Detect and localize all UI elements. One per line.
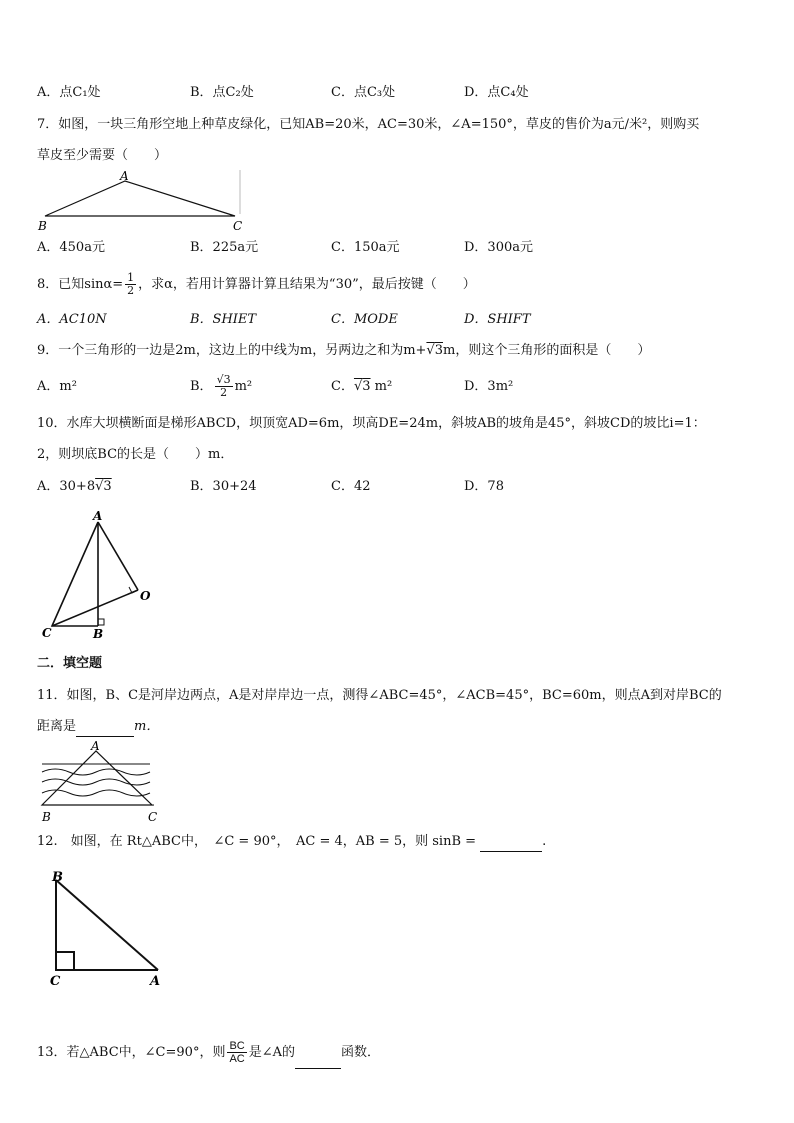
q8-option-d: D．SHIFT [464,312,531,327]
q8-stem [37,272,476,298]
q8-option-a: A．AC10N [37,312,107,327]
q12-label-c: C [50,974,61,989]
q10-label-a: A [93,509,103,523]
q7-label-b: B [38,219,47,233]
q6-option-c: C．点C₃处 [331,85,396,100]
q10-triangle-figure [38,506,168,644]
q10-label-c: C [42,626,52,640]
q7-stem-line2: 草皮至少需要（ ） [37,148,168,163]
q10-option-d: D．78 [464,479,504,494]
q11-stem-line2: 距离是 m． [37,718,159,737]
q7-option-c: C．150a元 [331,240,400,255]
q7-label-c: C [233,219,243,233]
q10-option-c: C．42 [331,479,371,494]
q9-option-a: A．m² [37,379,77,394]
q7-option-a: A．450a元 [37,240,105,255]
q11-river-figure [36,738,160,824]
q12-right-triangle-figure [40,866,170,990]
q10-stem-line1: 10．水库大坝横断面是梯形ABCD，坝顶宽AD=6m，坝高DE=24m，斜坡AB的坡角是45°，斜坡CD的坡比i=1： [37,416,706,431]
q12-stem: 12. 如图，在 Rt△ABC中， ∠C = 90°， AC = 4，AB = 5，则 sinB = . [37,833,546,852]
q8-prefix: 8．已知sinα= [37,277,124,292]
q10-option-b: B．30+24 [190,479,257,494]
q11-label-a: A [91,739,100,753]
q10-label-b: B [93,627,104,641]
q7-triangle-figure [30,168,250,234]
q12-label-a: A [150,974,161,989]
q13-stem: 13．若△ABC中，∠C=90°，则 $\frac{BC}{AC}$ 是∠A的 函数． [37,1038,380,1069]
q10-option-a: A．30+8√3 [37,479,112,494]
q11-label-c: C [148,810,158,824]
q10-stem-line2: 2，则坝底BC的长是（ ）m． [37,447,234,462]
q12-label-b: B [52,870,63,885]
section-2-heading: 二．填空题 [37,656,103,671]
q7-stem-line1: 7．如图，一块三角形空地上种草皮绿化，已知AB=20米，AC=30米，∠A=150°，草皮的售价为a元/米²，则购买 [37,117,700,132]
q10-label-o: O [140,589,151,603]
q11-label-b: B [42,810,51,824]
q11-stem-line1: 11．如图，B、C是河岸边两点，A是对岸岸边一点，测得∠ABC=45°，∠ACB=45°，BC=60m，则点A到对岸BC的 [37,688,722,703]
q9-stem: 9．一个三角形的一边是2m，这边上的中线为m，另两边之和为m+√3m，则这个三角形的面积是（ ） [37,343,651,358]
q6-option-a: A．点C₁处 [37,85,101,100]
q6-option-d: D．点C₄处 [464,85,529,100]
q8-fraction: $\frac{1}{2}$ [127,271,135,297]
q8-option-c: C．MODE [331,312,398,327]
q8-option-b: B．SHIET [190,312,257,327]
q6-option-b: B．点C₂处 [190,85,254,100]
q9-option-c: C．√3 m² [331,379,393,394]
q8-suffix: ，求α，若用计算器计算且结果为“30”，最后按键（ ） [138,277,476,292]
q9-option-d: D．3m² [464,379,514,394]
q7-option-b: B．225a元 [190,240,259,255]
q7-label-a: A [120,169,129,183]
q9-option-b: B． $\frac{√3}{2}$ m² [190,373,253,399]
q7-option-d: D．300a元 [464,240,533,255]
